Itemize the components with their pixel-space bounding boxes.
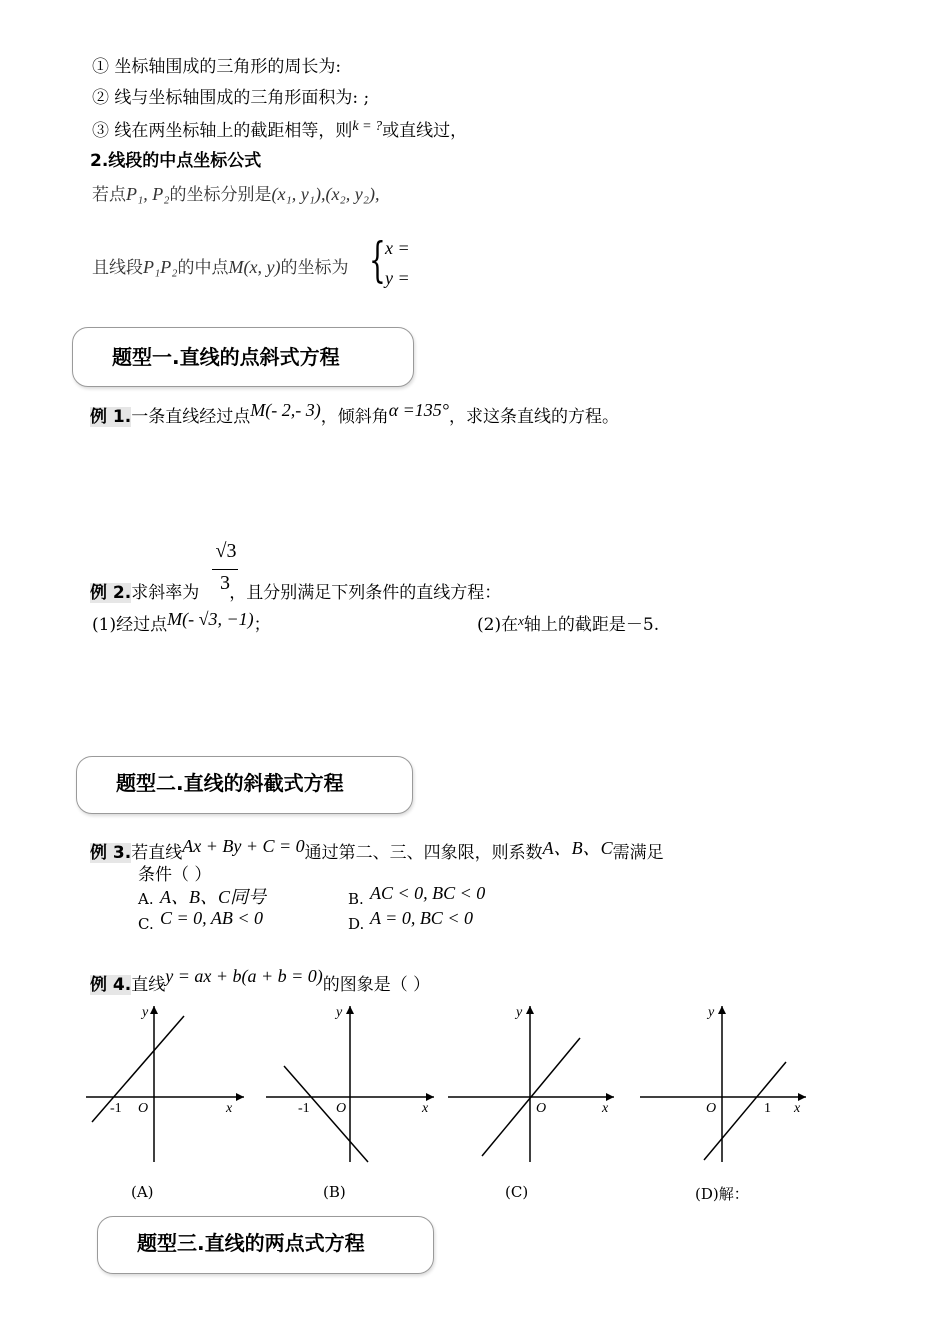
- option-b-label: B.: [348, 890, 364, 908]
- example-3-text: 若直线: [131, 843, 183, 863]
- example-1-mid: ，倾斜角: [320, 407, 389, 427]
- example-2-post: ，且分别满足下列条件的直线方程：: [229, 583, 502, 603]
- midpoint-segment: P₁P₂: [143, 257, 178, 277]
- midpoint-line-1: [92, 180, 379, 205]
- graph-d-line: [704, 1062, 786, 1160]
- example-1: [90, 402, 619, 427]
- midpoint-heading: 2.线段的中点坐标公式: [90, 151, 262, 171]
- graph-d-caption: (D)解：: [695, 1185, 749, 1203]
- midpoint-line-2-pre: 且线段: [92, 258, 143, 278]
- graph-b-origin: O: [336, 1101, 347, 1116]
- midpoint-line-2-mid: 的中点: [177, 258, 229, 278]
- section-1-title: 题型一.直线的点斜式方程: [112, 345, 340, 369]
- section-3-title: 题型三.直线的两点式方程: [137, 1231, 365, 1255]
- midpoint-coords: (x₁, y₁),(x₂, y₂),: [271, 184, 380, 204]
- graph-b-line: [284, 1066, 368, 1162]
- example-2-part-1-text: (1)经过点: [92, 615, 168, 635]
- example-1-text: 一条直线经过点: [131, 407, 251, 427]
- section-2-title: 题型二.直线的斜截式方程: [116, 771, 344, 795]
- intro-item-3-math: k = ?: [352, 119, 383, 134]
- graph-c: [448, 1000, 618, 1165]
- graph-a-caption: (A): [131, 1183, 154, 1201]
- graph-c-y: y: [516, 1005, 523, 1020]
- midpoint-line-1-mid: 的坐标分别是: [169, 185, 272, 205]
- graph-a-tick: -1: [110, 1101, 122, 1116]
- graph-d-tick: 1: [764, 1101, 771, 1116]
- example-2-frac-den: 3: [220, 572, 230, 594]
- graph-b-caption: (B): [323, 1183, 346, 1201]
- example-4-label: 例 4.: [90, 975, 132, 995]
- example-2-part-2-var: x: [518, 613, 524, 628]
- graph-a: [86, 1000, 246, 1165]
- option-c: C = 0, AB < 0: [160, 908, 263, 928]
- option-b: AC < 0, BC < 0: [370, 883, 486, 903]
- graph-b: [266, 1000, 438, 1165]
- graph-d-origin: O: [706, 1101, 717, 1116]
- graph-b-y: y: [336, 1005, 343, 1020]
- example-1-label: 例 1.: [90, 407, 132, 427]
- option-d: A = 0, BC < 0: [370, 908, 473, 928]
- example-1-point: M(- 2,- 3): [250, 400, 321, 420]
- example-1-angle: α =135°: [388, 400, 449, 420]
- option-c-label: C.: [138, 915, 154, 933]
- example-3-mid: 通过第二、三、四象限，则系数: [304, 843, 543, 863]
- option-d-label: D.: [348, 915, 365, 933]
- example-1-post: ，求这条直线的方程。: [449, 407, 619, 427]
- midpoint-point: M(x, y): [228, 257, 281, 277]
- example-3-coeffs: A、B、C: [542, 838, 613, 858]
- example-2-text: 求斜率为: [131, 583, 200, 603]
- graph-d-y: y: [708, 1005, 715, 1020]
- graph-a-x: x: [226, 1101, 233, 1116]
- example-2-frac-bar: [212, 569, 238, 570]
- midpoint-y: y =: [385, 268, 410, 288]
- intro-item-3: [92, 116, 467, 141]
- intro-item-3-text: ③ 线在两坐标轴上的截距相等，则: [92, 121, 353, 141]
- midpoint-line-2-post: 的坐标为: [280, 258, 349, 278]
- midpoint-x: x =: [385, 238, 410, 258]
- example-2-part-1-post: ；: [253, 615, 271, 635]
- graph-c-caption: (C): [505, 1183, 529, 1201]
- example-4: [90, 966, 431, 995]
- example-3-blank: 条件（ ）: [138, 865, 212, 885]
- example-4-text: 直线: [131, 975, 166, 995]
- graph-c-x: x: [602, 1101, 609, 1116]
- intro-item-2: ② 线与坐标轴围成的三角形面积为: ;: [92, 88, 370, 108]
- example-3-post: 需满足: [612, 843, 664, 863]
- example-3-label: 例 3.: [90, 843, 132, 863]
- graph-d: [640, 1000, 812, 1165]
- example-2: [90, 578, 501, 603]
- example-2-label: 例 2.: [90, 583, 132, 603]
- example-2-part-2: [477, 610, 659, 635]
- midpoint-points: P₁, P₂: [126, 184, 170, 204]
- example-3-equation: Ax + By + C = 0: [182, 836, 305, 856]
- option-a-label: A.: [138, 890, 154, 908]
- midpoint-line-2: [92, 253, 348, 278]
- graph-b-x: x: [422, 1101, 429, 1116]
- example-4-post: 的图象是（ ）: [322, 975, 431, 995]
- intro-item-3-post: 或直线过，: [382, 121, 468, 141]
- example-2-part-1-point: M(- √3, −1): [167, 609, 254, 629]
- example-2-part-2-text: (2)在: [477, 615, 519, 635]
- example-2-frac-num: √3: [215, 540, 237, 562]
- graph-b-tick: -1: [298, 1101, 310, 1116]
- option-a: A、B、C同号: [160, 887, 266, 907]
- example-2-part-1: [92, 610, 271, 635]
- example-4-equation: y = ax + b(a + b = 0): [165, 966, 323, 986]
- graph-c-origin: O: [536, 1101, 547, 1116]
- graph-d-x: x: [794, 1101, 801, 1116]
- intro-item-1: ① 坐标轴围成的三角形的周长为:: [92, 57, 342, 77]
- example-2-part-2-post: 轴上的截距是－5.: [523, 615, 660, 635]
- midpoint-brace: {: [369, 232, 386, 288]
- graph-a-origin: O: [138, 1101, 149, 1116]
- graph-a-y: y: [142, 1005, 149, 1020]
- midpoint-line-1-pre: 若点: [92, 185, 126, 205]
